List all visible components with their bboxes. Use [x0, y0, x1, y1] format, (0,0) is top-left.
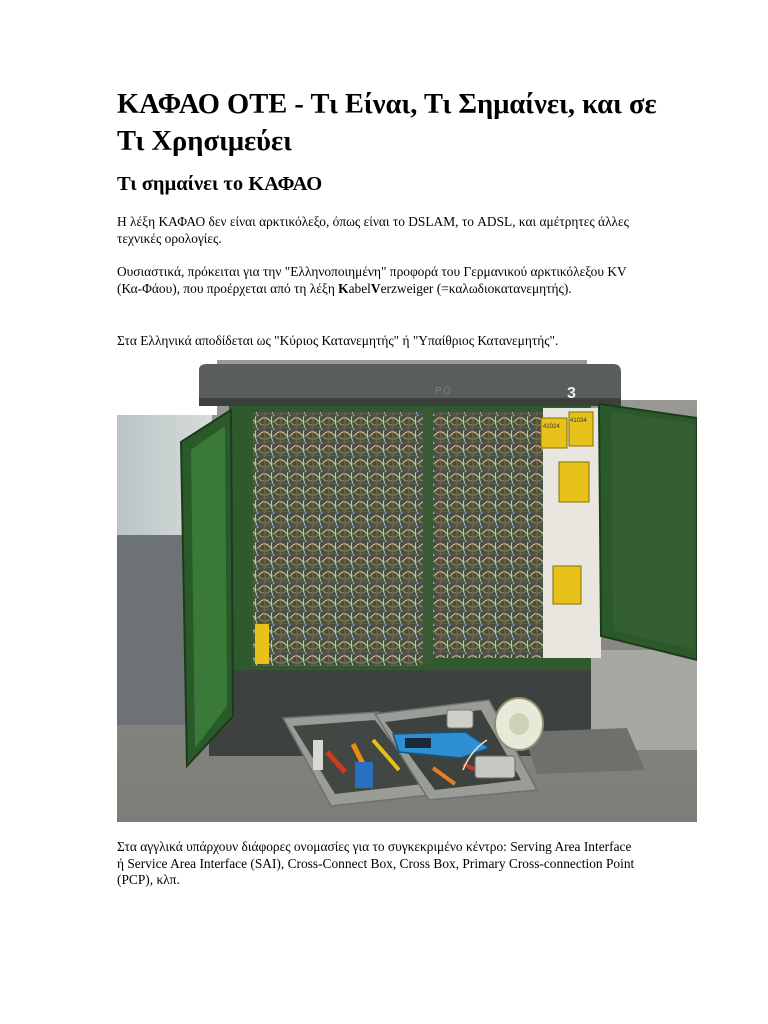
paragraph-greek-names: Στα Ελληνικά αποδίδεται ως "Κύριος Κατανεμητής" ή "Υπαίθριος Κατανεμητής".	[117, 333, 559, 348]
terminal-label-2: 41034	[570, 418, 587, 424]
etymology-text-mid: abel	[348, 280, 371, 296]
etymology-text-after: erzweiger (=καλωδιοκατανεμητής).	[380, 280, 572, 296]
terminal-box	[255, 624, 269, 664]
terminal-box	[541, 418, 567, 448]
cabinet-photo	[117, 360, 697, 822]
pliers	[355, 762, 373, 788]
terminal-label-1: 41024	[543, 424, 560, 430]
wire-panel-left	[253, 412, 423, 666]
page-title: ΚΑΦΑΟ ΟΤΕ - Τι Είναι, Τι Σημαίνει, και σε Τι Χρησιμεύει	[117, 89, 657, 157]
section-heading: Τι σημαίνει το ΚΑΦΑΟ	[117, 173, 323, 195]
terminal-box	[553, 566, 581, 604]
paragraph-intro: Η λέξη ΚΑΦΑΟ δεν είναι αρκτικόλεξο, όπως είναι το DSLAM, το ADSL, και αμέτρητες άλλες τεχνικές ορολογίες.	[117, 214, 629, 246]
etymology-text-before: Ουσιαστικά, πρόκειται για την "Ελληνοποιημένη" προφορά του Γερμανικού αρκτικόλεξου KV (Κα-Φάου), που προέρχεται από τη λέξη	[117, 264, 627, 296]
etymology-bold-k: K	[338, 280, 349, 296]
wire-panel-right	[433, 412, 543, 658]
lid-mark: P.O	[435, 386, 451, 397]
paragraph-english-names: Στα αγγλικά υπάρχουν διάφορες ονομασίες για το συγκεκριμένο κέντρο: Serving Area Interface ή Service Area Interface (SAI), Cross-Connect Box, Cross Box, Primary Cross-connection Point (PCP), κλπ.	[117, 839, 635, 887]
cabinet-number: 3	[567, 385, 576, 402]
etymology-bold-v: V	[370, 280, 381, 296]
paragraph-etymology	[117, 264, 637, 297]
terminal-box	[559, 462, 589, 502]
